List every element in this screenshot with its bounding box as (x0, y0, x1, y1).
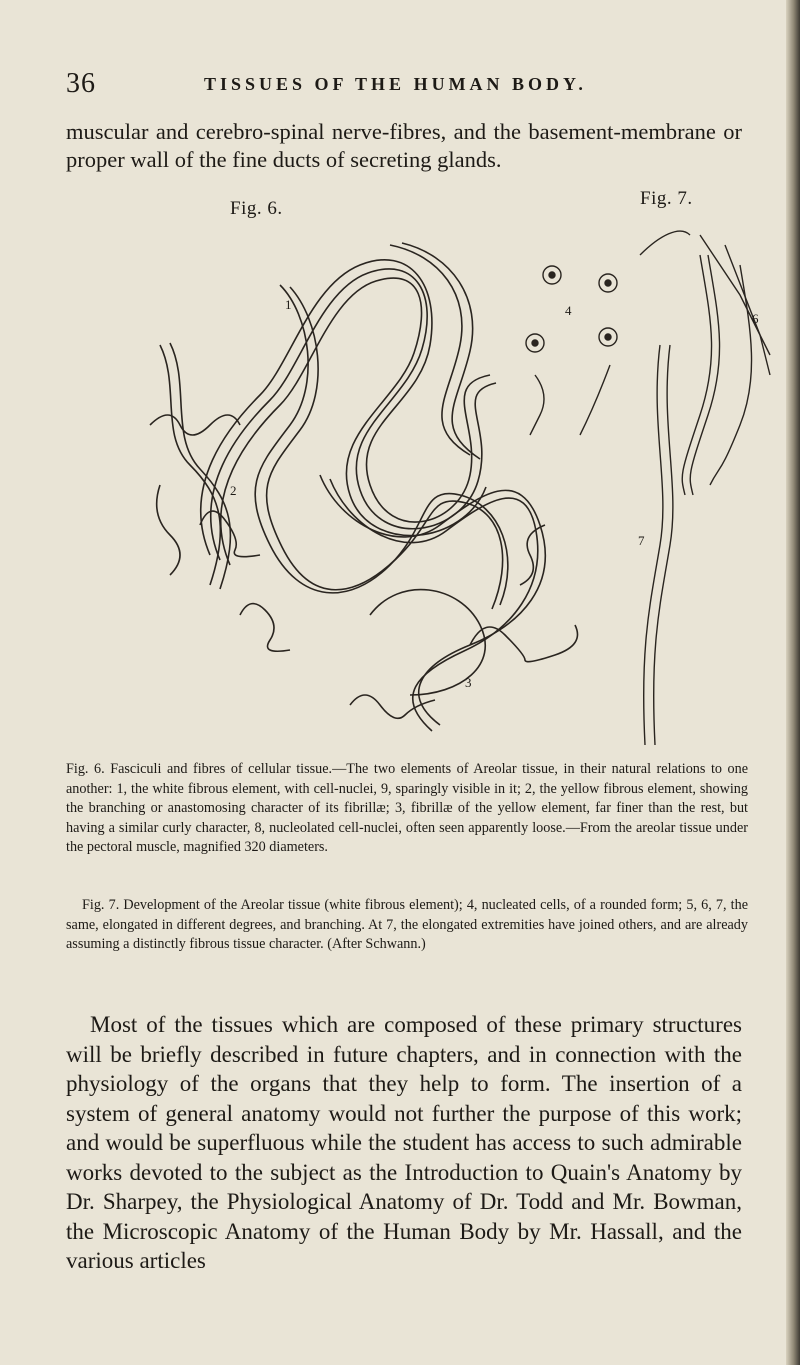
fig6-drawing (150, 243, 578, 731)
fig6-number-3: 3 (465, 675, 472, 690)
fig7-caption: Fig. 7. Development of the Areolar tissue (white fibrous element); 4, nucleated cells, of a rounded form; 5, 6, 7, the same, elongated in different degrees, and branching. At 7, the elongated extremities have joined others, and are already assuming a distinctly fibrous tissue character. (After Schwann.) (66, 897, 748, 953)
bottom-paragraph: Most of the tissues which are composed of these primary structures will be briefly described in future chapters, and in connection with the physiology of the organs that they help to form. The insertion of a system of general anatomy would not further the purpose of this work; and would be superfluous while the student has access to such admirable works devoted to the subject as the Introduction to Quain's Anatomy by Dr. Sharpey, the Physiological Anatomy of Dr. Todd and Mr. Bowman, the Microscopic Anatomy of the Human Body by Mr. Hassall, and the various articles (66, 1012, 742, 1273)
figure-number-labels (230, 297, 759, 690)
fig7-number-7: 7 (638, 533, 645, 548)
fig7-number-4: 4 (565, 303, 572, 318)
fig7-label: Fig. 7. (640, 188, 693, 209)
page-edge (786, 0, 800, 1365)
fig6-caption: Fig. 6. Fasciculi and fibres of cellular tissue.—The two elements of Areolar tissue, in their natural relations to one another: 1, the white fibrous element, with cell-nuclei, 9, sparingly visible in it; 2, the yellow fibrous element, showing the branching or anastomosing character of its fibrillæ; 3, fibrillæ of the yellow element, far finer than the rest, but having a similar curly character, 8, nucleolated cell-nuclei, often seen apparently loose.—From the areolar tissue under the pectoral muscle, magnified 320 diameters. (66, 761, 748, 856)
top-paragraph: muscular and cerebro-spinal nerve-fibres, and the basement-membrane or proper wall of the fine ducts of secreting glands. (66, 119, 742, 172)
fig6-label: Fig. 6. (230, 198, 283, 219)
fig7-number-6: 6 (752, 311, 759, 326)
figure-illustration (140, 225, 780, 755)
fig6-number-2: 2 (230, 483, 237, 498)
page-header (66, 68, 746, 102)
fig6-number-1: 1 (285, 297, 292, 312)
running-head: TISSUES OF THE HUMAN BODY. (204, 74, 587, 94)
page-number: 36 (66, 68, 96, 99)
fig7-drawing (526, 231, 770, 745)
